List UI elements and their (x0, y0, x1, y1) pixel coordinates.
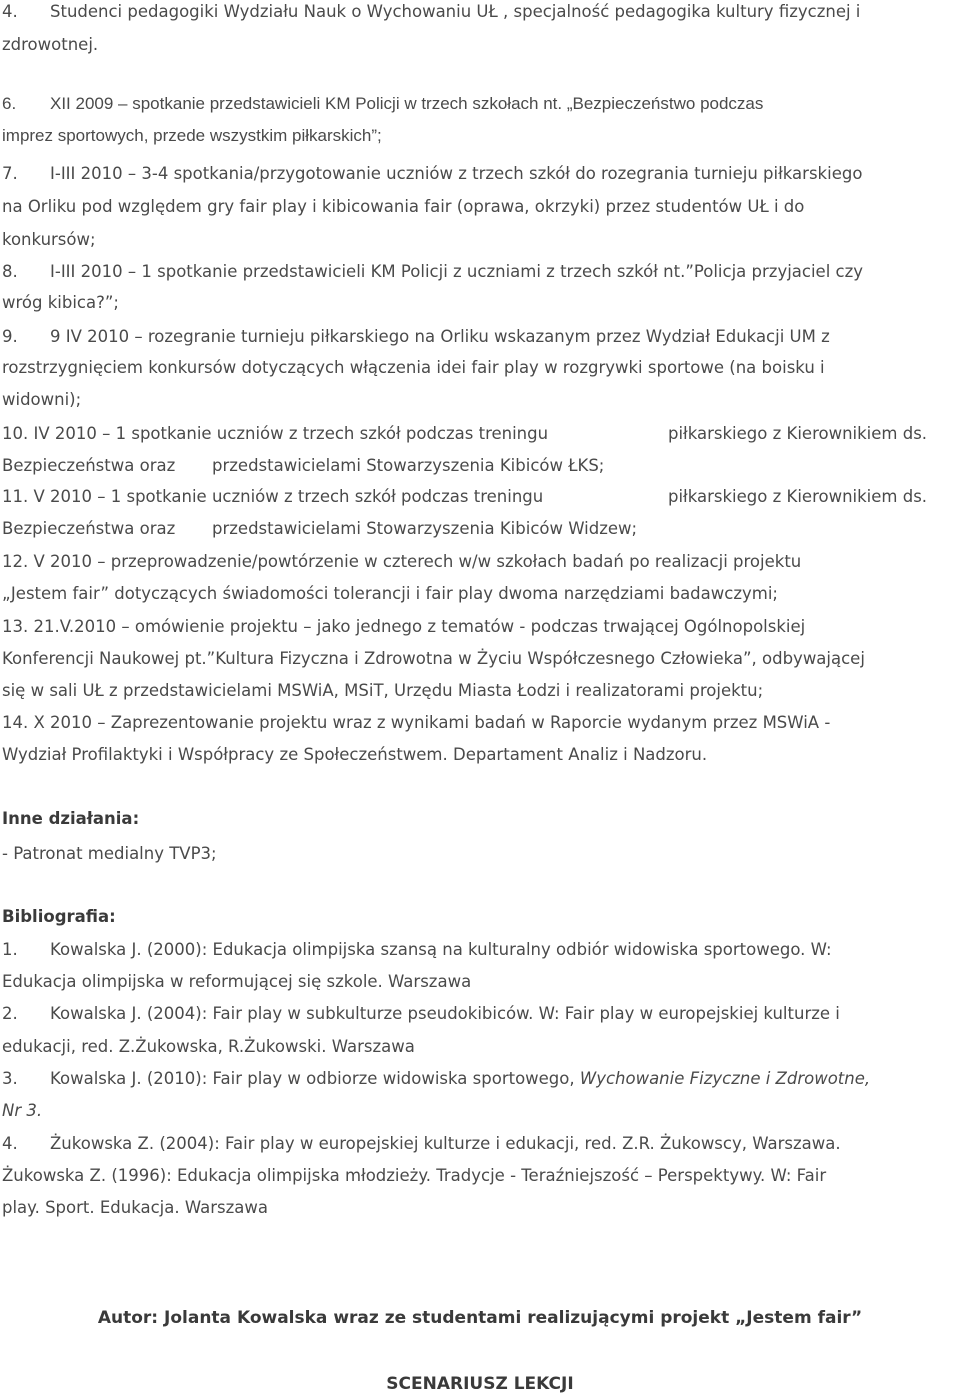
biblio-5-line-1: Żukowska Z. (1996): Edukacja olimpijska młodzieży. Tradycje - Teraźniejszość – Perspektywy. W: Fair (2, 1166, 827, 1185)
next-section-title: SCENARIUSZ LEKCJI (386, 1374, 574, 1394)
item-13-line-2: Konferencji Naukowej pt.”Kultura Fizyczna i Zdrowotna w Życiu Współczesnego Człowieka”, odbywającej (2, 649, 865, 668)
item-4-line-2: zdrowotnej. (2, 35, 99, 54)
item-13-line-1: 13. 21.V.2010 – omówienie projektu – jako jednego z tematów - podczas trwającej Ogólnopolskiej (2, 617, 806, 636)
item-8-line-1: 8. I-III 2010 – 1 spotkanie przedstawicieli KM Policji z uczniami z trzech szkół nt.”Policja przyjaciel czy (2, 262, 864, 281)
item-7-line-2: na Orliku pod względem gry fair play i kibicowania fair (oprawa, okrzyki) przez studentów UŁ i do (2, 197, 805, 216)
item-13-line-3: się w sali UŁ z przedstawicielami MSWiA, MSiT, Urzędu Miasta Łodzi i realizatorami projektu; (2, 681, 764, 700)
author-line: Autor: Jolanta Kowalska wraz ze studentami realizującymi projekt „Jestem fair” (97, 1308, 863, 1328)
item-7-line-1: 7. I-III 2010 – 3-4 spotkania/przygotowanie uczniów z trzech szkół do rozegrania turnieju piłkarskiego (2, 164, 863, 183)
item-9-line-2: rozstrzygnięciem konkursów dotyczących włączenia idei fair play w rozgrywki sportowe (na boisku i (2, 358, 825, 377)
item-14-line-2: Wydział Profilaktyki i Współpracy ze Społeczeństwem. Departament Analiz i Nadzoru. (2, 745, 708, 764)
biblio-4-line-1: 4. Żukowska Z. (2004): Fair play w europejskiej kulturze i edukacji, red. Z.R. Żukowscy, Warszawa. (2, 1134, 841, 1153)
item-12-line-2: „Jestem fair” dotyczących świadomości tolerancji i fair play dwoma narzędziami badawczymi; (2, 584, 778, 603)
item-6-line-2: imprez sportowych, przede wszystkim piłkarskich”; (2, 126, 382, 145)
other-activities-text: - Patronat medialny TVP3; (2, 844, 217, 863)
item-7-line-3: konkursów; (2, 230, 96, 249)
item-12-line-1: 12. V 2010 – przeprowadzenie/powtórzenie w czterech w/w szkołach badań po realizacji projektu (2, 552, 802, 571)
biblio-2-line-2: edukacji, red. Z.Żukowska, R.Żukowski. Warszawa (2, 1037, 415, 1056)
biblio-5-line-2: play. Sport. Edukacja. Warszawa (2, 1198, 268, 1217)
biblio-3-line-1: 3. Kowalska J. (2010): Fair play w odbiorze widowiska sportowego, Wychowanie Fizyczne i Zdrowotne, (2, 1069, 871, 1088)
item-9-line-1: 9. 9 IV 2010 – rozegranie turnieju piłkarskiego na Orliku wskazanym przez Wydział Edukacji UM z (2, 327, 830, 346)
biblio-2-line-1: 2. Kowalska J. (2004): Fair play w subkulturze pseudokibiców. W: Fair play w europejskiej kulturze i (2, 1004, 840, 1023)
item-10-line-1: 10. IV 2010 – 1 spotkanie uczniów z trzech szkół podczas treningu piłkarskiego z Kierownikiem ds. (2, 424, 928, 443)
item-6-line-1: 6. XII 2009 – spotkanie przedstawicieli KM Policji w trzech szkołach nt. „Bezpieczeństwo podczas (2, 94, 764, 113)
item-11-line-1: 11. V 2010 – 1 spotkanie uczniów z trzech szkół podczas treningu piłkarskiego z Kierownikiem ds. (2, 487, 928, 506)
item-4-line-1: 4. Studenci pedagogiki Wydziału Nauk o Wychowaniu UŁ , specjalność pedagogika kultury fizycznej i (2, 2, 861, 21)
item-11-line-2: Bezpieczeństwa oraz przedstawicielami Stowarzyszenia Kibiców Widzew; (2, 519, 638, 538)
item-10-line-2: Bezpieczeństwa oraz przedstawicielami Stowarzyszenia Kibiców ŁKS; (2, 456, 605, 475)
item-14-line-1: 14. X 2010 – Zaprezentowanie projektu wraz z wynikami badań w Raporcie wydanym przez MSWiA - (2, 713, 831, 732)
other-activities-heading: Inne działania: (2, 809, 140, 828)
item-8-line-2: wróg kibica?”; (2, 293, 119, 312)
biblio-1-line-2: Edukacja olimpijska w reformującej się szkole. Warszawa (2, 972, 472, 991)
bibliography-heading: Bibliografia: (2, 907, 116, 926)
biblio-3-line-2: Nr 3. (2, 1101, 43, 1120)
item-9-line-3: widowni); (2, 390, 82, 409)
biblio-1-line-1: 1. Kowalska J. (2000): Edukacja olimpijska szansą na kulturalny odbiór widowiska sportowego. W: (2, 940, 832, 959)
